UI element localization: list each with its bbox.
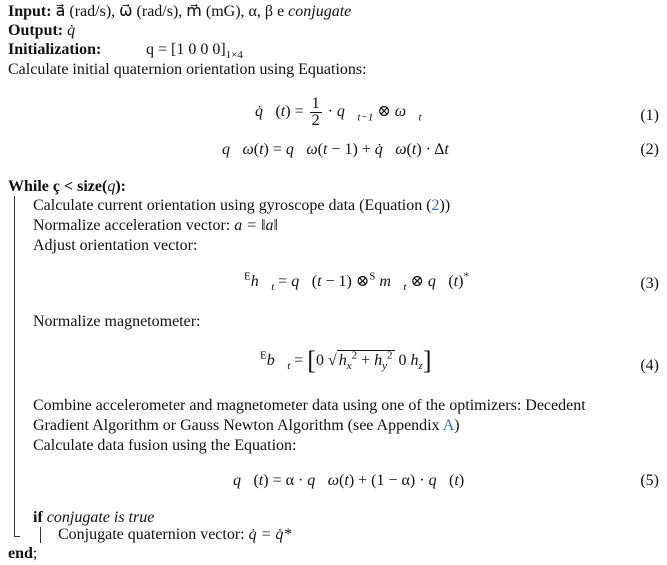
half-fraction: $\frac{1}{2}$: [311, 95, 320, 129]
end-label: end: [8, 545, 33, 562]
equation-5: q⃗(t) = α · q⃗ω(t) + (1 − α) · q⃗(t): [233, 472, 465, 489]
step-combine-line2-text: Gradient Algorithm or Gauss Newton Algorithm (see Appendix: [33, 417, 440, 434]
equation-3: $^Eh⃗_t$ = q⃗(t − 1) ⊗$^S$ $m⃗_t$ ⊗ q⃗(t)*: [244, 270, 469, 294]
step-normalize-accel: [33, 216, 278, 236]
conjugate-text: Conjugate quaternion vector:: [58, 526, 245, 543]
step-gyro-end: )): [439, 197, 451, 214]
init-formula: [146, 40, 243, 60]
step-fusion: Calculate data fusion using the Equation:: [33, 437, 297, 454]
if-condition: conjugate is true: [46, 509, 155, 526]
init-sub: 1×4: [225, 49, 243, 62]
equation-2: q⃗ω(t) = q⃗ω(t − 1) + q̇⃗ω(t) · Δt: [222, 141, 449, 158]
step-normalize-accel-math: a = ‖a‖: [234, 217, 278, 234]
step-gyro-text: Calculate current orientation using gyroscope data (Equation (: [33, 197, 432, 214]
end-line: [8, 544, 37, 564]
step-adjust-orientation: Adjust orientation vector:: [33, 237, 198, 254]
step-normalize-accel-text: Normalize acceleration vector:: [33, 217, 231, 234]
step-gyro: [33, 196, 450, 216]
output-label: Output:: [8, 22, 64, 39]
output-line: [8, 21, 75, 41]
if-block-bar: [40, 527, 41, 543]
eq2-number: (2): [640, 141, 659, 158]
conjugate-math: q̇ = q̇*: [248, 526, 292, 543]
input-text: a⃗ (rad/s), ω⃗ (rad/s), m⃗ (mG), α, β e: [55, 3, 285, 20]
end-semicolon: ;: [32, 545, 38, 562]
while-end: ):: [115, 178, 126, 195]
input-conjugate: conjugate: [288, 3, 352, 20]
if-label: if: [33, 509, 43, 526]
init-label: Initialization:: [8, 41, 102, 58]
step-normalize-mag: Normalize magnetometer:: [33, 313, 201, 330]
step-combine-line1: Combine accelerometer and magnetometer data using one of the optimizers: Decedent: [33, 397, 586, 414]
eq1-number: (1): [640, 107, 659, 124]
while-block-bar: [14, 196, 15, 536]
equation-4: $^Eb⃗_t = [0$ √ $h_x^2 + h_y^2$ 0 $h_z$]: [260, 346, 432, 375]
while-line: [8, 177, 126, 197]
while-var: q: [107, 178, 116, 195]
equation-2-link[interactable]: 2: [431, 197, 440, 214]
eq5-number: (5): [640, 472, 659, 489]
while-block-foot: [14, 536, 20, 537]
conjugate-line: [58, 525, 291, 545]
calc-initial-line: Calculate initial quaternion orientation using Equations:: [8, 61, 367, 78]
eq4-number: (4): [640, 357, 659, 374]
eq3-number: (3): [640, 275, 659, 292]
equation-1: q̇⃗(t) = $\frac{1}{2}$ · $q⃗_{t-1}$ ⊗ $\omega⃗_t$: [255, 95, 422, 129]
step-combine-line2: [33, 416, 460, 436]
appendix-a-link[interactable]: A: [442, 417, 455, 434]
input-line: [8, 2, 351, 22]
init-text: q = [1 0 0 0]: [146, 41, 226, 58]
input-label: Input:: [8, 3, 52, 20]
output-text: q̇: [67, 22, 76, 39]
init-line: [8, 40, 101, 60]
step-combine-end: ): [454, 417, 460, 434]
while-label: While ç < size(: [8, 178, 108, 195]
